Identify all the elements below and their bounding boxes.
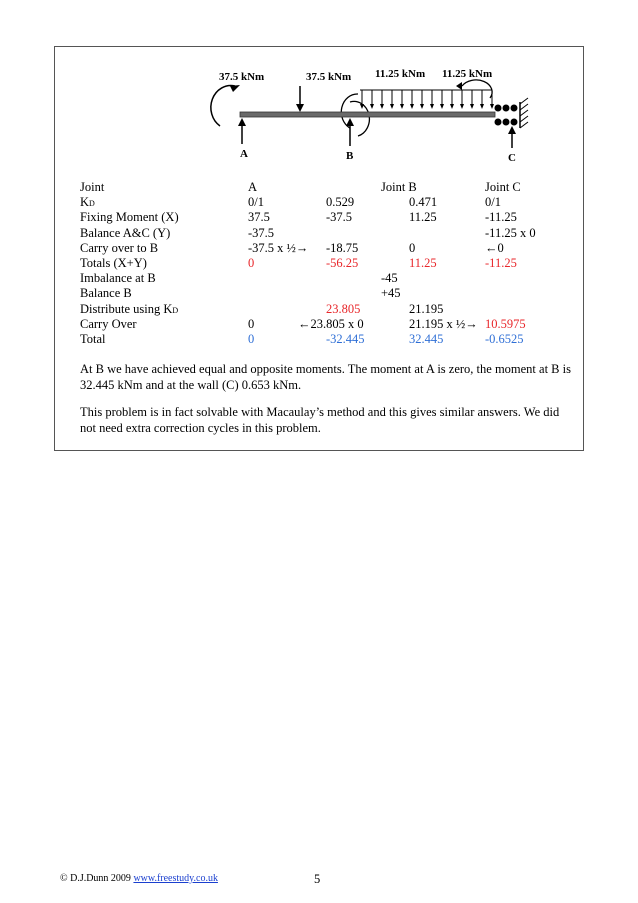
table-row <box>80 180 580 195</box>
row-label: Total <box>80 331 106 346</box>
table-row <box>80 317 580 332</box>
cell-b-right: 11.25 <box>409 255 437 270</box>
cell-b-left: ←23.805 x 0 <box>298 316 364 331</box>
row-label-text: K <box>80 195 90 210</box>
row-label: Carry over to B <box>80 240 159 255</box>
cell-b-right: 32.445 <box>409 331 444 346</box>
paragraph-result: At B we have achieved equal and opposite moments. The moment at A is zero, the moment at B is 32.445 kNm and at the wall (C) 0.653 kNm. <box>80 362 571 392</box>
table-row <box>80 256 580 271</box>
udl-arrows <box>360 90 494 109</box>
beam-diagram-svg <box>200 64 540 164</box>
moment-arc-c <box>462 80 492 98</box>
reaction-arrowhead-a <box>238 118 246 126</box>
row-label: Joint <box>80 180 105 194</box>
cell-joint-b: Joint B <box>381 180 417 194</box>
cell-a: 0 <box>248 331 255 346</box>
point-load-label: 37.5 kNm <box>306 71 352 83</box>
cell-joint-a: A <box>248 180 258 194</box>
cell-c: -11.25 <box>485 255 517 270</box>
row-label: Balance B <box>80 286 132 301</box>
cell-b-left: -32.445 <box>326 331 365 346</box>
moment-arc-a <box>211 86 235 126</box>
row-label <box>80 195 95 211</box>
cell-b-left: 23.805 <box>326 301 361 316</box>
table-row <box>80 195 580 210</box>
row-label-text: Distribute using K <box>80 301 173 316</box>
row-label: Carry Over <box>80 316 137 331</box>
cell-c: ←0 <box>485 240 504 255</box>
moment-arrowhead-c <box>456 82 462 90</box>
cell-b-center: +45 <box>381 286 401 301</box>
beam <box>240 112 495 117</box>
table-row <box>80 226 580 241</box>
joint-label-c: C <box>508 152 516 164</box>
row-label: Fixing Moment (X) <box>80 210 179 225</box>
row-label: Imbalance at B <box>80 271 156 286</box>
cell-b-right: 11.25 <box>409 210 437 225</box>
footer-link[interactable]: www.freestudy.co.uk <box>133 873 218 884</box>
cell-a: -37.5 <box>248 225 275 240</box>
cell-c: -11.25 <box>485 210 517 225</box>
page-number: 5 <box>314 872 321 886</box>
footer <box>60 873 218 884</box>
moment-label-a: 37.5 kNm <box>219 71 265 83</box>
row-label-subscript: D <box>89 199 95 209</box>
cell-b-right: 21.195 x ½→ <box>409 316 478 331</box>
moment-arc-b-right <box>350 101 369 136</box>
copyright-text: © D.J.Dunn 2009 <box>60 873 131 884</box>
beam-diagram <box>200 64 540 164</box>
joint-label-b: B <box>346 150 354 162</box>
cell-b-left: -56.25 <box>326 255 359 270</box>
cell-b-right: 0 <box>409 240 416 255</box>
moment-label-c: 11.25 kNm <box>442 68 493 80</box>
cell-c: 10.5975 <box>485 316 526 331</box>
cell-b-right: 0.471 <box>409 195 438 210</box>
cell-joint-c: Joint C <box>485 180 521 194</box>
row-label-subscript: D <box>172 305 179 315</box>
cell-c: -0.6525 <box>485 331 524 346</box>
row-label <box>80 302 178 318</box>
cell-a: -37.5 x ½→ <box>248 240 309 255</box>
cell-a: 0 <box>248 316 255 331</box>
cell-b-center: -45 <box>381 271 398 286</box>
cell-a: 37.5 <box>248 210 270 225</box>
cell-a: 0 <box>248 255 255 270</box>
table-row <box>80 286 580 301</box>
table-row <box>80 332 580 347</box>
table-row <box>80 271 580 286</box>
row-label: Totals (X+Y) <box>80 255 147 270</box>
fixed-support-c <box>495 98 529 128</box>
row-label: Balance A&C (Y) <box>80 225 171 240</box>
moment-arrowhead-a <box>230 85 240 92</box>
cell-b-left: -37.5 <box>326 210 353 225</box>
cell-b-left: 0.529 <box>326 195 355 210</box>
moment-distribution-table <box>80 180 580 347</box>
table-row <box>80 210 580 225</box>
cell-a: 0/1 <box>248 195 264 210</box>
cell-b-right: 21.195 <box>409 301 444 316</box>
reaction-arrowhead-c <box>508 126 516 134</box>
paragraph-note: This problem is in fact solvable with Macaulay’s method and this gives similar answers. We did not need extra correction cycles in this problem. <box>80 405 560 435</box>
cell-c: 0/1 <box>485 195 501 210</box>
cell-b-left: -18.75 <box>326 240 359 255</box>
reaction-arrowhead-b <box>346 118 354 126</box>
udl-label: 11.25 kNm <box>375 68 426 80</box>
joint-label-a: A <box>240 148 248 160</box>
point-load-arrowhead <box>296 104 304 112</box>
table-row <box>80 302 580 317</box>
table-row <box>80 241 580 256</box>
cell-c: -11.25 x 0 <box>485 225 536 240</box>
